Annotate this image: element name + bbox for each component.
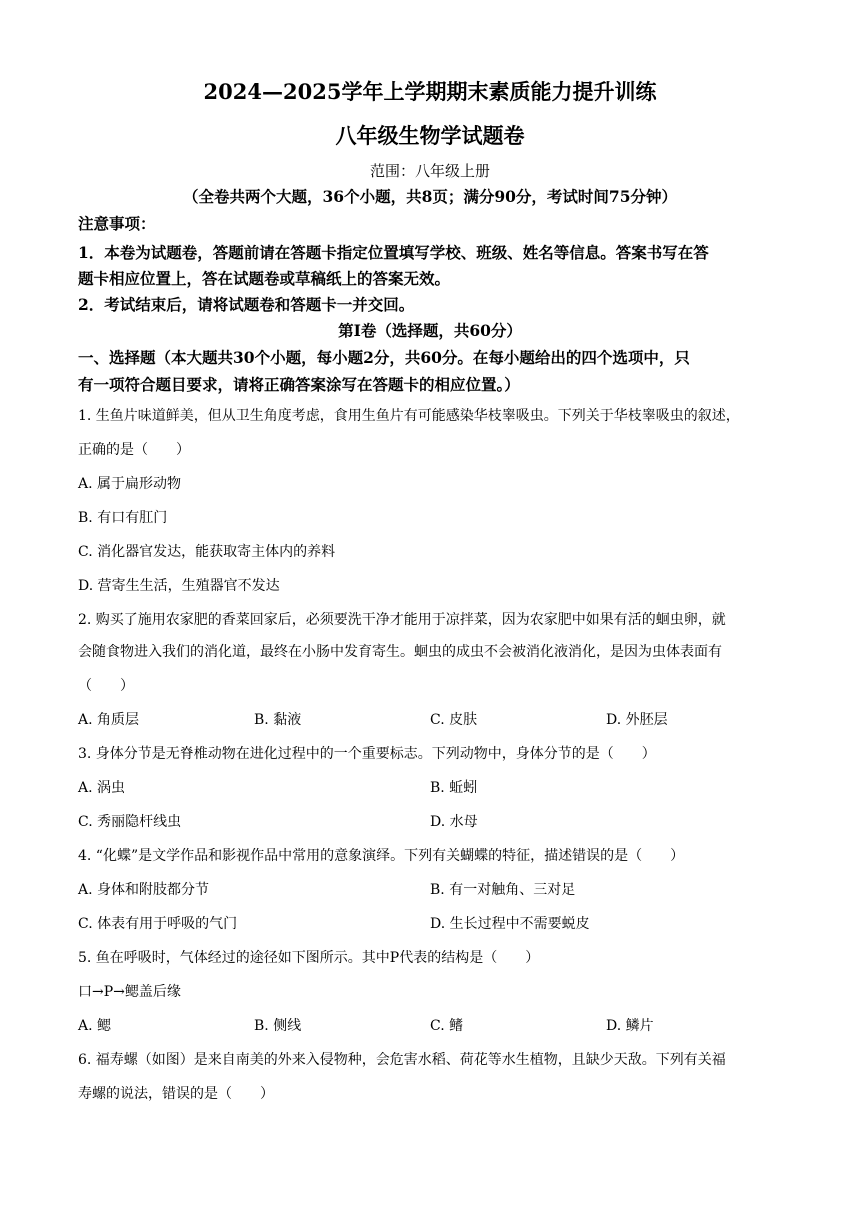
question-1-stem-line-1: 1. 生鱼片味道鲜美，但从卫生角度考虑，食用生鱼片有可能感染华枝睾吸虫。下列关于华枝睾吸虫的叙述， [78,408,740,424]
question-2-option-d: D. 外胚层 [606,712,668,728]
question-4-options-row-1 [0,879,860,899]
question-4-stem: 4. “化蝶”是文学作品和影视作品中常用的意象演绎。下列有关蝴蝶的特征，描述错误的是（ ） [78,848,685,864]
question-3-option-b: B. 蚯蚓 [430,780,478,796]
notice-item-1-line-1: 1．本卷为试题卷，答题前请在答题卡指定位置填写学校、班级、姓名等信息。答案书写在答 [78,243,709,262]
question-4-option-b: B. 有一对触角、三对足 [430,882,576,898]
question-3-option-a: A. 涡虫 [78,780,126,796]
question-2-stem-line-3: （ ） [78,678,134,694]
question-2-option-c: C. 皮肤 [430,712,478,728]
section-instruction-line-1: 一、选择题（本大题共30个小题，每小题2分，共60分。在每小题给出的四个选项中，只 [78,348,690,367]
notice-item-2: 2．考试结束后，请将试题卷和答题卡一并交回。 [78,295,415,314]
question-6-stem-line-1: 6. 福寿螺（如图）是来自南美的外来入侵物种，会危害水稻、荷花等水生植物，且缺少天敌。下列有关福 [78,1052,726,1068]
question-4-option-d: D. 生长过程中不需要蜕皮 [430,916,590,932]
question-5-option-c: C. 鳍 [430,1018,464,1034]
question-4-option-a: A. 身体和附肢都分节 [78,882,210,898]
section-title: 第Ⅰ卷（选择题，共60分） [338,321,522,340]
question-3-option-c: C. 秀丽隐杆线虫 [78,814,182,830]
notice-item-1-line-2: 题卡相应位置上，答在试题卷或草稿纸上的答案无效。 [78,269,451,288]
question-2-option-b: B. 黏液 [254,712,302,728]
question-4-option-c: C. 体表有用于呼吸的气门 [78,916,238,932]
question-5-options [0,1015,860,1035]
exam-subtitle: 八年级生物学试题卷 [335,123,525,148]
question-5-pathway: 口→P→鳃盖后缘 [78,984,181,1000]
question-2-options [0,709,860,729]
question-1-option-d: D. 营寄生生活，生殖器官不发达 [78,578,280,594]
question-1-option-b: B. 有口有肛门 [78,510,168,526]
question-1-option-c: C. 消化器官发达，能获取寄主体内的养料 [78,544,336,560]
exam-info: （全卷共两个大题，36个小题，共8页；满分90分，考试时间75分钟） [183,187,677,206]
question-3-options-row-2 [0,811,860,831]
question-4-options-row-2 [0,913,860,933]
question-5-option-d: D. 鳞片 [606,1018,654,1034]
question-3-option-d: D. 水母 [430,814,478,830]
question-2-stem-line-1: 2. 购买了施用农家肥的香菜回家后，必须要洗干净才能用于凉拌菜，因为农家肥中如果有活的蛔虫卵，就 [78,612,726,628]
section-instruction-line-2: 有一项符合题目要求，请将正确答案涂写在答题卡的相应位置。） [78,375,520,394]
question-5-stem: 5. 鱼在呼吸时，气体经过的途径如下图所示。其中P代表的结构是（ ） [78,950,540,966]
exam-title: 2024—2025学年上学期期末素质能力提升训练 [203,79,657,104]
question-1-stem-line-2: 正确的是（ ） [78,442,190,458]
question-3-stem: 3. 身体分节是无脊椎动物在进化过程中的一个重要标志。下列动物中，身体分节的是（ ） [78,746,656,762]
question-1-option-a: A. 属于扁形动物 [78,476,182,492]
question-2-stem-line-2: 会随食物进入我们的消化道，最终在小肠中发育寄生。蛔虫的成虫不会被消化液消化，是因为虫体表面有 [78,644,722,660]
question-5-option-b: B. 侧线 [254,1018,302,1034]
question-2-option-a: A. 角质层 [78,712,140,728]
question-6-stem-line-2: 寿螺的说法，错误的是（ ） [78,1086,274,1102]
question-3-options-row-1 [0,777,860,797]
question-5-option-a: A. 鳃 [78,1018,112,1034]
exam-scope: 范围：八年级上册 [369,162,490,180]
notice-heading: 注意事项： [78,214,156,233]
